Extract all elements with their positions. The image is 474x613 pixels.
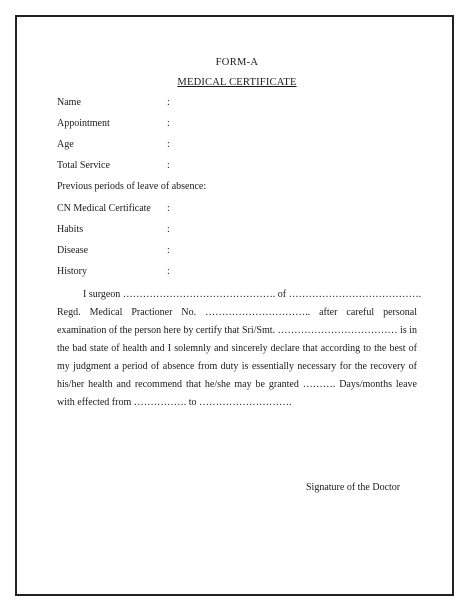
declaration-paragraph xyxy=(57,286,422,412)
paragraph-line: my judgment a period of absence from duty is essentially necessary for the recovery of xyxy=(57,361,417,372)
certificate-title: MEDICAL CERTIFICATE xyxy=(177,77,297,88)
field-colon: : xyxy=(167,160,170,171)
field-name xyxy=(57,97,377,111)
field-label: Previous periods of leave of absence: xyxy=(57,181,207,192)
field-history xyxy=(57,266,377,280)
paragraph-line: examination of the person here by certify that Sri/Smt. ……………………………… is in xyxy=(57,325,417,336)
field-colon: : xyxy=(167,118,170,129)
field-age xyxy=(57,139,377,153)
paragraph-line: I surgeon ………………………………………. of …………………………………. xyxy=(83,289,422,300)
field-label: History xyxy=(57,266,87,277)
field-label: Total Service xyxy=(57,160,110,171)
doctor-signature-label: Signature of the Doctor xyxy=(306,482,401,493)
field-colon: : xyxy=(167,224,170,235)
form-heading: FORM-A xyxy=(215,57,259,68)
field-colon: : xyxy=(167,203,170,214)
paragraph-line: the bad state of health and I solemnly and sincerely declare that according to the best of xyxy=(57,343,417,354)
field-label: Appointment xyxy=(57,118,110,129)
field-colon: : xyxy=(167,245,170,256)
field-cn-medical-certificate xyxy=(57,203,377,217)
field-label: Age xyxy=(57,139,74,150)
field-habits xyxy=(57,224,377,238)
field-label: CN Medical Certificate xyxy=(57,203,151,214)
field-colon: : xyxy=(167,97,170,108)
field-colon: : xyxy=(167,139,170,150)
paragraph-line: with effected from ……………. to ………………………. xyxy=(57,397,292,408)
field-label: Name xyxy=(57,97,81,108)
field-label: Habits xyxy=(57,224,84,235)
field-disease xyxy=(57,245,377,259)
field-appointment xyxy=(57,118,377,132)
paragraph-line: his/her health and recommend that he/she may be granted ………. Days/months leave xyxy=(57,379,417,390)
field-label: Disease xyxy=(57,245,89,256)
field-colon: : xyxy=(167,266,170,277)
field-total-service xyxy=(57,160,377,174)
field-previous-leave xyxy=(57,181,377,195)
paragraph-line: Regd. Medical Practioner No. ………………………….. after careful personal xyxy=(57,307,417,318)
